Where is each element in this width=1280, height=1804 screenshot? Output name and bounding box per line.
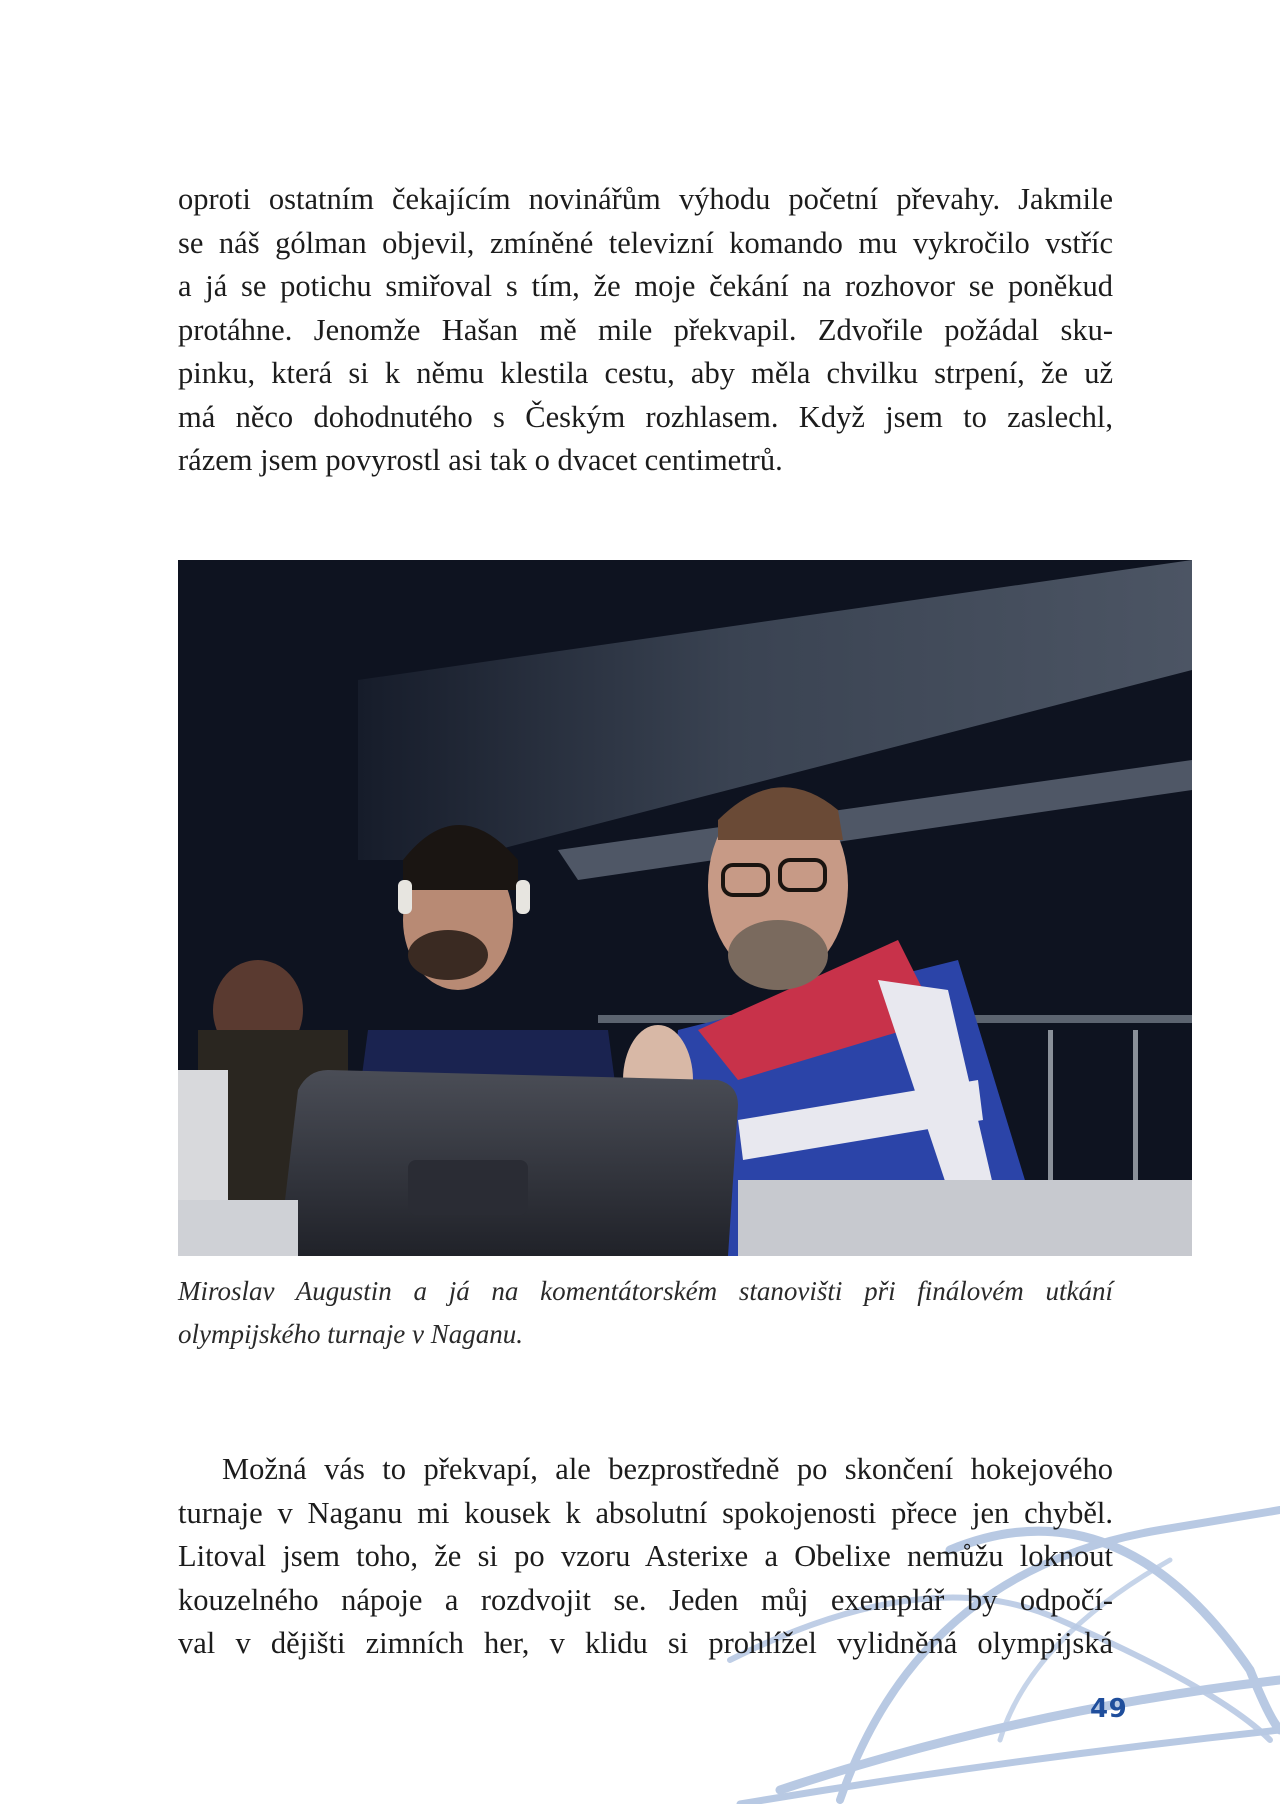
text-line: kouzelného nápoje a rozdvojit se. Jeden můj exemplář by odpočí- [178, 1582, 1113, 1617]
caption-line: olympijského turnaje v Naganu. [178, 1319, 523, 1349]
photo-illustration [178, 560, 1192, 1256]
commentators-photo [178, 560, 1192, 1256]
text-line: pinku, která si k němu klestila cestu, aby měla chvilku strpení, že už [178, 356, 1113, 390]
text-line: Možná vás to překvapí, ale bezprostředně po skončení hokejového [222, 1452, 1113, 1486]
body-paragraph-bottom [178, 1448, 1113, 1666]
caption-line: Miroslav Augustin a já na komentátorském stanovišti při finálovém utkání [178, 1276, 1113, 1306]
text-line: oproti ostatním čekajícím novinářům výhodu početní převahy. Jakmile [178, 182, 1113, 216]
body-paragraph-top [178, 178, 1113, 483]
photo-caption [178, 1270, 1113, 1356]
text-line: Litoval jsem toho, že si po vzoru Asterixe a Obelixe nemůžu loknout [178, 1539, 1113, 1573]
text-line: protáhne. Jenomže Hašan mě mile překvapil. Zdvořile požádal sku- [178, 312, 1113, 347]
page-number: 49 [1090, 1694, 1128, 1724]
text-line: se náš gólman objevil, zmíněné televizní komando mu vykročilo vstříc [178, 225, 1113, 260]
text-line: má něco dohodnutého s Českým rozhlasem. Když jsem to zaslechl, [178, 399, 1113, 434]
text-line: val v dějišti zimních her, v klidu si prohlížel vylidněná olympijská [178, 1626, 1113, 1660]
text-line: rázem jsem povyrostl asi tak o dvacet centimetrů. [178, 443, 783, 477]
text-line: a já se potichu smiřoval s tím, že moje čekání na rozhovor se poněkud [178, 269, 1113, 303]
text-line: turnaje v Naganu mi kousek k absolutní spokojenosti přece jen chyběl. [178, 1495, 1113, 1530]
